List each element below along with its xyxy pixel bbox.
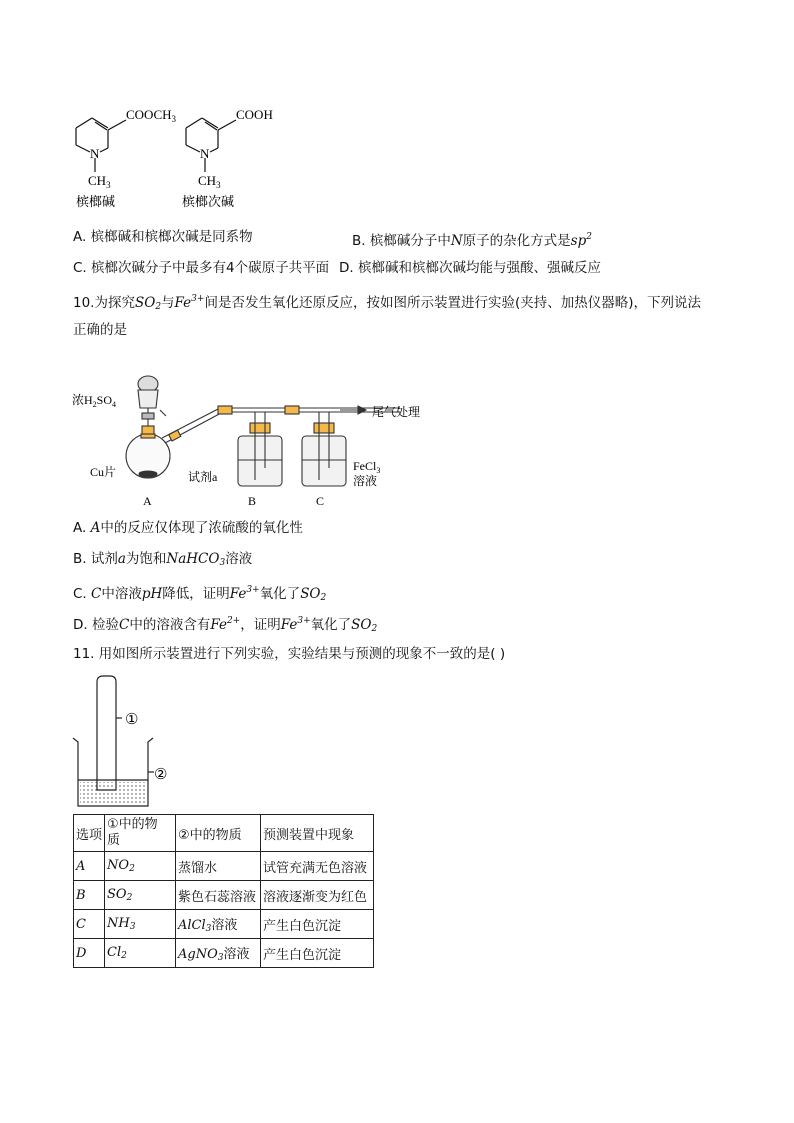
row-substance-2: AgNO$_3$溶液 xyxy=(176,939,261,968)
header-substance-1: ①中的物 质 xyxy=(105,815,176,852)
q9-option-d: D. 槟榔碱和槟榔次碱均能与强酸、强碱反应 xyxy=(339,260,601,276)
q11-stem: 11. 用如图所示装置进行下列实验，实验结果与预测的现象不一致的是( ) xyxy=(73,646,506,662)
row-substance-1: $SO_2$ xyxy=(105,881,176,910)
arecoline-ester-group: $COOCH_3$ xyxy=(126,107,177,124)
arecoline-name: 槟榔碱 xyxy=(76,194,116,209)
arecaidine-n-atom: N xyxy=(200,146,210,161)
label-circle-1: ① xyxy=(125,712,139,728)
q10-stem-line1: 10.为探究$SO_2$与$Fe^{3+}$间是否发生氧化还原反应，按如图所示装置进行实验(夹持、加热仪器略)，下列说法 xyxy=(73,294,701,312)
row-option: C xyxy=(74,910,105,939)
row-substance-1: $Cl_2$ xyxy=(105,939,176,968)
q10-option-b: B. 试剂a为饱和NaHCO$_3$溶液 xyxy=(73,551,253,568)
row-option: D xyxy=(74,939,105,968)
row-phenomenon: 产生白色沉淀 xyxy=(261,910,374,939)
table-row xyxy=(74,910,374,939)
arecaidine-acid-group: COOH xyxy=(236,107,273,122)
row-phenomenon: 试管充满无色溶液 xyxy=(261,852,374,881)
label-reagent-a: 试剂a xyxy=(188,470,218,484)
arecaidine-structure xyxy=(170,100,290,215)
label-conc-sulfuric-acid: 浓$H_2SO_4$ xyxy=(72,393,117,409)
row-substance-1: $NO_2$ xyxy=(105,852,176,881)
table-row xyxy=(74,852,374,881)
row-phenomenon: 溶液逐渐变为红色 xyxy=(261,881,374,910)
q11-options-table xyxy=(73,814,374,968)
header-substance-2: ②中的物质 xyxy=(176,815,261,852)
q9-option-c: C. 槟榔次碱分子中最多有4个碳原子共平面 xyxy=(73,260,330,276)
row-option: B xyxy=(74,881,105,910)
q9-option-a: A. 槟榔碱和槟榔次碱是同系物 xyxy=(73,229,253,245)
q9-option-b: B. 槟榔碱分子中N原子的杂化方式是$sp^2$ xyxy=(352,232,592,249)
arecoline-n-atom: N xyxy=(90,146,100,161)
header-option: 选项 xyxy=(74,815,105,852)
q11-beaker-diagram xyxy=(70,672,180,812)
label-apparatus-b: B xyxy=(248,494,257,508)
arecaidine-name: 槟榔次碱 xyxy=(182,194,235,209)
q10-option-d: D. 检验C中的溶液含有$Fe^{2+}$，证明$Fe^{3+}$氧化了$SO_2$ xyxy=(73,616,378,634)
table-row xyxy=(74,881,374,910)
row-substance-2: AlCl$_3$溶液 xyxy=(176,910,261,939)
row-option: A xyxy=(74,852,105,881)
q10-apparatus-diagram xyxy=(70,368,450,513)
label-tail-gas: 尾气处理 xyxy=(372,405,421,419)
label-apparatus-a: A xyxy=(143,494,152,508)
label-circle-2: ② xyxy=(154,767,168,783)
row-substance-2: 蒸馏水 xyxy=(176,852,261,881)
label-fecl3: FeCl$_3$ xyxy=(353,459,381,475)
row-substance-1: $NH_3$ xyxy=(105,910,176,939)
label-solution: 溶液 xyxy=(353,474,378,488)
header-phenomenon: 预测装置中现象 xyxy=(261,815,374,852)
label-apparatus-c: C xyxy=(316,494,325,508)
arecoline-methyl: $CH_3$ xyxy=(88,173,111,190)
q10-option-a: A. A中的反应仅体现了浓硫酸的氧化性 xyxy=(73,520,303,536)
row-substance-2: 紫色石蕊溶液 xyxy=(176,881,261,910)
row-phenomenon: 产生白色沉淀 xyxy=(261,939,374,968)
arecaidine-methyl: $CH_3$ xyxy=(198,173,221,190)
table-row xyxy=(74,939,374,968)
label-cu-sheet: Cu片 xyxy=(90,465,117,479)
q10-option-c: C. C中溶液pH降低，证明$Fe^{3+}$氧化了$SO_2$ xyxy=(73,585,327,603)
q10-stem-line2: 正确的是 xyxy=(73,322,127,338)
table-header-row xyxy=(74,815,374,852)
